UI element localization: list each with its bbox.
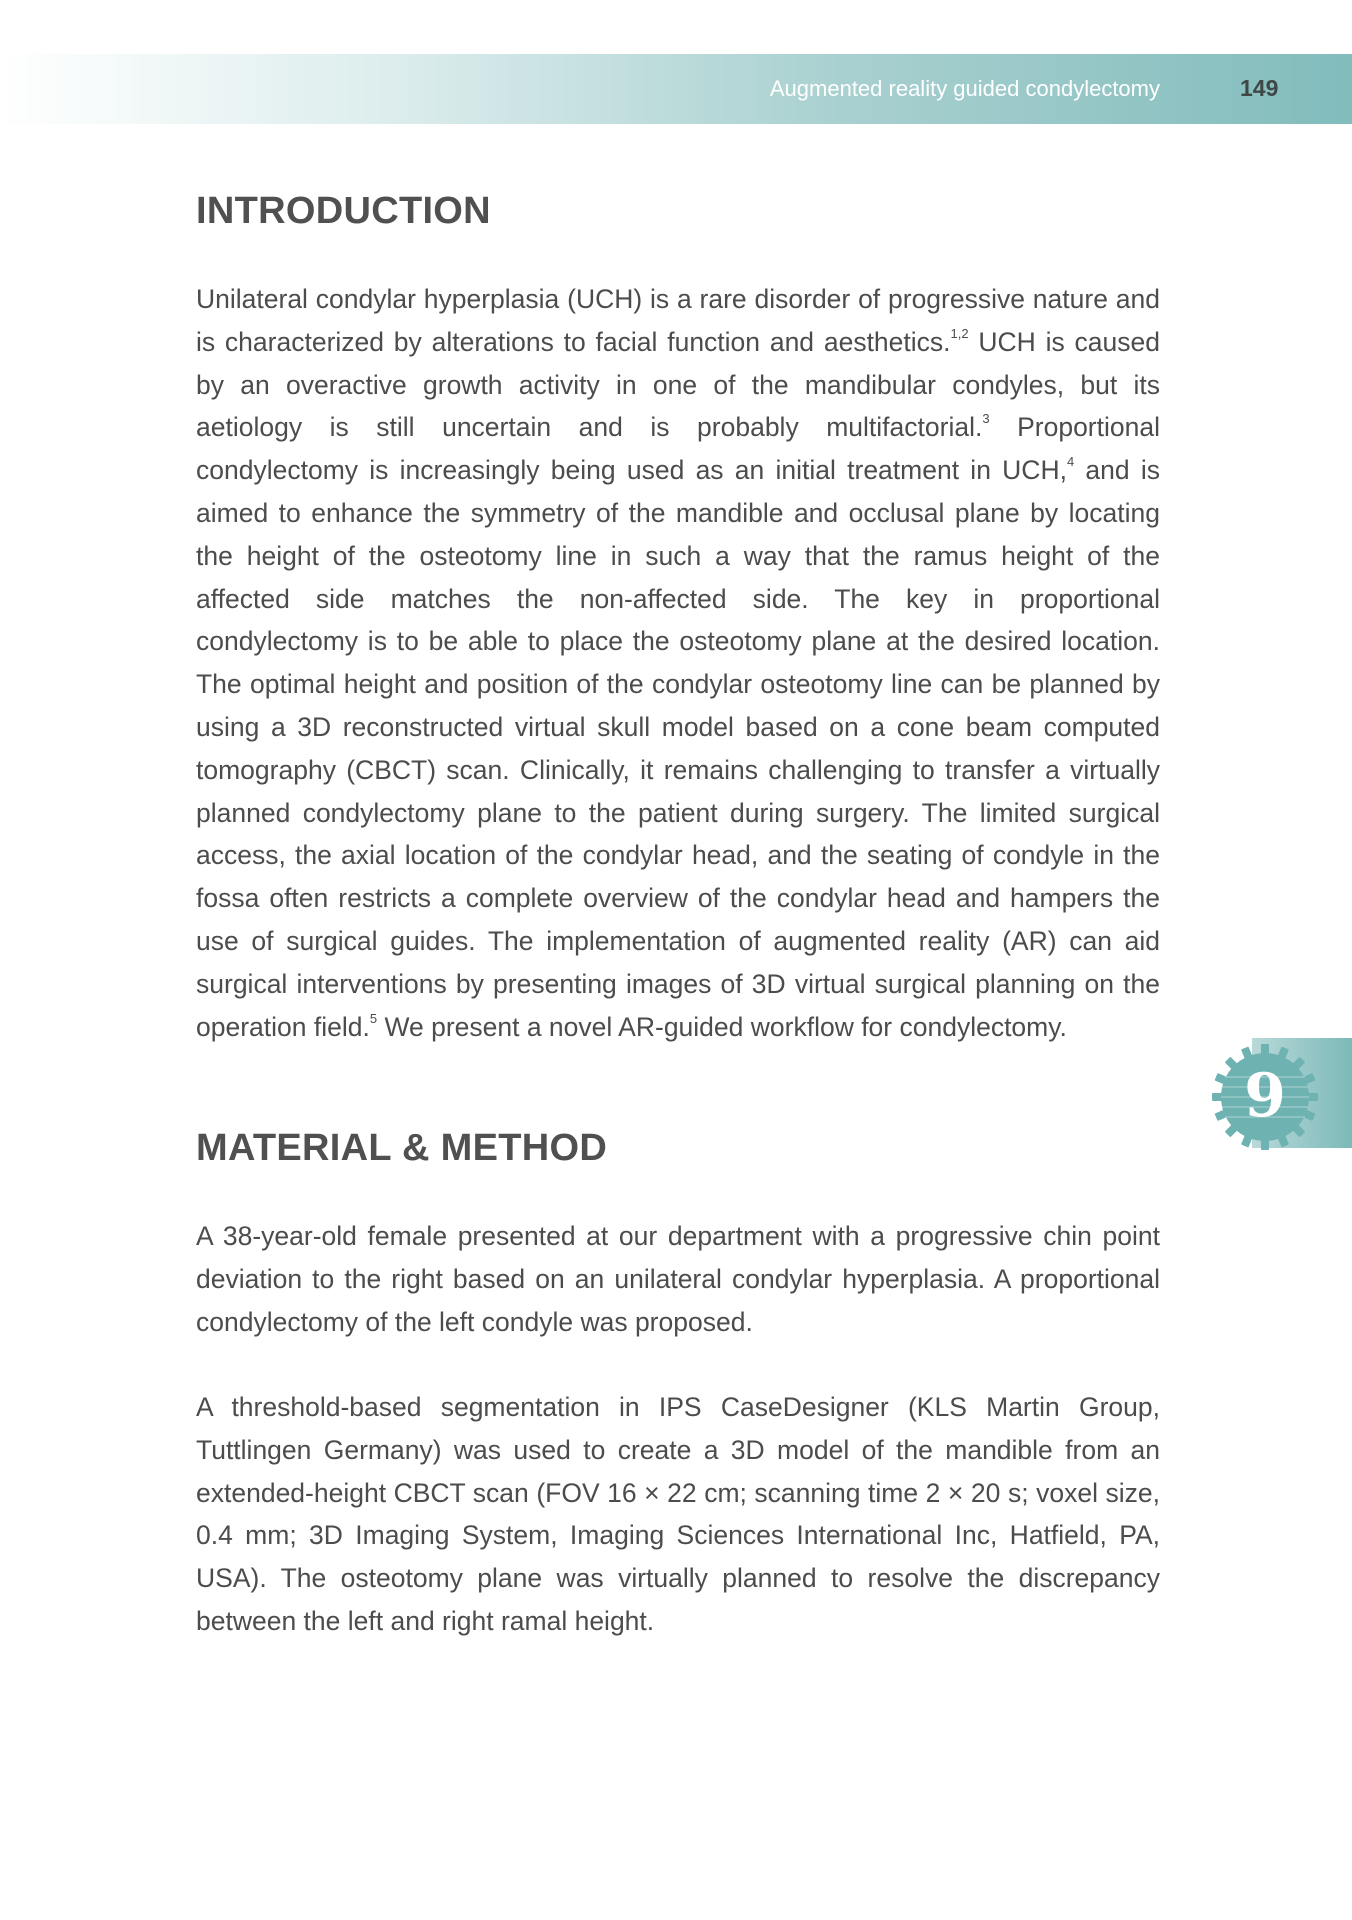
section-heading-material-method: MATERIAL & METHOD [196,1127,608,1169]
intro-text-1: Unilateral condylar hyperplasia (UCH) is a rare disorder of progressive nature and is characterized by alterations to facial function and aesthetics. [196,284,1160,357]
citation-ref: 3 [982,411,990,427]
intro-text-2: UCH is caused by an overactive growth activity in one of the mandibular condyles, but its aetiology is still uncertain and is probably multifactorial. [196,326,1161,443]
section-heading-introduction: INTRODUCTION [196,190,491,232]
method-paragraph-2: A threshold-based segmentation in IPS CaseDesigner (KLS Martin Group, Tuttlingen Germany) was used to create a 3D model of the mandible from an extended-height CBCT scan (FOV 16 × 22 cm; scanning time 2 × 20 s; voxel size, 0.4 mm; 3D Imaging System, Imaging Sciences International Inc, Hatfield, PA, USA). The osteotomy plane was virtually planned to resolve the discrepancy between the left and right ramal height. [196,1392,1160,1636]
introduction-paragraph [196,278,1160,1048]
intro-text-5: We present a novel AR-guided workflow for condylectomy. [377,1011,1067,1042]
citation-ref: 5 [369,1010,378,1026]
method-paragraph-1: A 38-year-old female presented at our department with a progressive chin point deviation to the right based on an unilateral condylar hyperplasia. A proportional condylectomy of the left condyle was proposed. [196,1221,1160,1337]
citation-ref: 1,2 [950,325,969,341]
running-title: Augmented reality guided condylectomy [769,76,1160,101]
chapter-number: 9 [1244,1061,1286,1131]
intro-text-3: Proportional condylectomy is increasingly being used as an initial treatment in UCH, [196,412,1160,486]
citation-ref: 4 [1066,454,1075,470]
page-number: 149 [1240,75,1279,101]
intro-text-4: and is aimed to enhance the symmetry of the mandible and occlusal plane by locating the height of the osteotomy line in such a way that the ramus height of the affected side matches the non-affected side. The key in proportional condylectomy is to be able to place the osteotomy plane at the desired location. The optimal height and position of the condylar osteotomy line can be planned by using a 3D reconstructed virtual skull model based on a cone beam computed tomography (CBCT) scan. Clinically, it remains challenging to transfer a virtually planned condylectomy plane to the patient during surgery. The limited surgical access, the axial location of the condylar head, and the seating of condyle in the fossa often restricts a complete overview of the condylar head and hampers the use of surgical guides. The implementation of augmented reality (AR) can aid surgical interventions by presenting images of 3D virtual surgical planning on the operation field. [196,455,1161,1042]
